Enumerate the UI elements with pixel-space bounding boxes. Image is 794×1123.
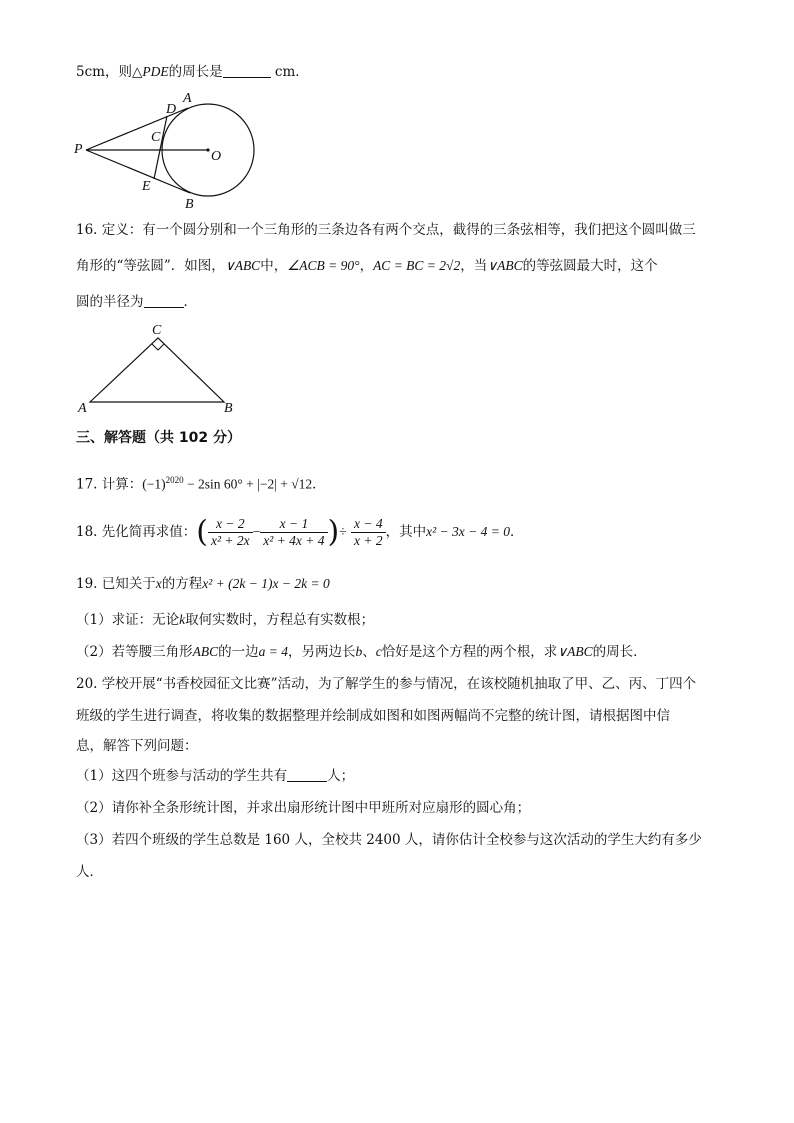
right-angle-mark — [152, 344, 164, 350]
q20-part1: （1）这四个班参与活动的学生共有 人； — [76, 768, 355, 784]
q20-part3-line2: 人． — [76, 864, 103, 880]
q18: 18. 先化简再求值：( $\frac{x - 2}{\text{x² + 2x}}$ − $\frac{x - 1}{\text{x² + 4x + 4}}$ )÷ $\frac{x - 4}{x + 2}$ ，其中x² − 3x − 4 = 0． — [76, 514, 524, 550]
circle-tangent-figure — [72, 86, 272, 210]
q19-part1: （1）求证：无论k取何实数时，方程总有实数根； — [76, 612, 375, 628]
right-triangle-figure — [74, 320, 244, 416]
label-e: E — [142, 179, 151, 194]
label-c: C — [152, 323, 162, 338]
label-o: O — [211, 149, 222, 164]
q20-part2: （2）请你补全条形统计图，并求出扇形统计图中甲班所对应扇形的圆心角； — [76, 800, 531, 816]
fraction-1: $\frac{x - 2}{\text{x² + 2x}}$ — [208, 516, 253, 549]
q16-line3: 圆的半径为 ． — [76, 294, 197, 310]
tangent-pb — [86, 150, 190, 193]
q19-part2: （2）若等腰三角形ABC的一边a = 4，另两边长b、c恰好是这个方程的两个根，求∨ABC的周长． — [76, 644, 647, 660]
q16-line1: 16. 定义：有一个圆分别和一个三角形的三条边各有两个交点，截得的三条弦相等，我们把这个圆叫做三 — [76, 222, 696, 238]
q20-line2: 班级的学生进行调查，将收集的数据整理并绘制成如图和如图两幅尚不完整的统计图，请根据图中信 — [76, 708, 670, 724]
label-a: A — [78, 401, 87, 416]
answer-blank[interactable] — [223, 63, 271, 78]
fraction-3: $\frac{x - 4}{x + 2}$ — [351, 516, 386, 549]
label-b: B — [224, 401, 233, 416]
q19-stem: 19. 已知关于x的方程x² + (2k − 1)x − 2k = 0 — [76, 576, 330, 592]
label-b: B — [185, 197, 194, 210]
label-d: D — [166, 102, 177, 117]
q20-line3: 息，解答下列问题： — [76, 738, 198, 754]
q20-part3-line1: （3）若四个班级的学生总数是 160 人，全校共 2400 人，请你估计全校参与这次活动的学生大约有多少 — [76, 832, 702, 848]
answer-blank[interactable] — [144, 293, 184, 308]
label-c: C — [151, 130, 161, 145]
q15-tail: 5cm，则△PDE的周长是 cm． — [76, 64, 309, 80]
answer-blank[interactable] — [287, 767, 327, 782]
section-title: 三、解答题（共 102 分） — [76, 430, 241, 446]
center-dot — [206, 148, 209, 151]
q16-line2: 角形的“等弦圆”．如图，∨ABC中，∠ACB = 90°，AC = BC = 2√2，当∨ABC的等弦圆最大时，这个 — [76, 258, 658, 274]
tangent-de — [154, 116, 167, 179]
q17: 17. 计算：$(-1)^{2020} - 2\sin$ 60° + |−2| + √12． — [76, 475, 326, 493]
q20-line1: 20. 学校开展“书香校园征文比赛”活动，为了解学生的参与情况，在该校随机抽取了甲、乙、丙、丁四个 — [76, 676, 697, 692]
label-a: A — [183, 91, 192, 106]
fraction-2: $\frac{x - 1}{\text{x² + 4x + 4}}$ — [260, 516, 327, 549]
triangle-abc — [90, 338, 224, 402]
label-p: P — [74, 142, 83, 157]
